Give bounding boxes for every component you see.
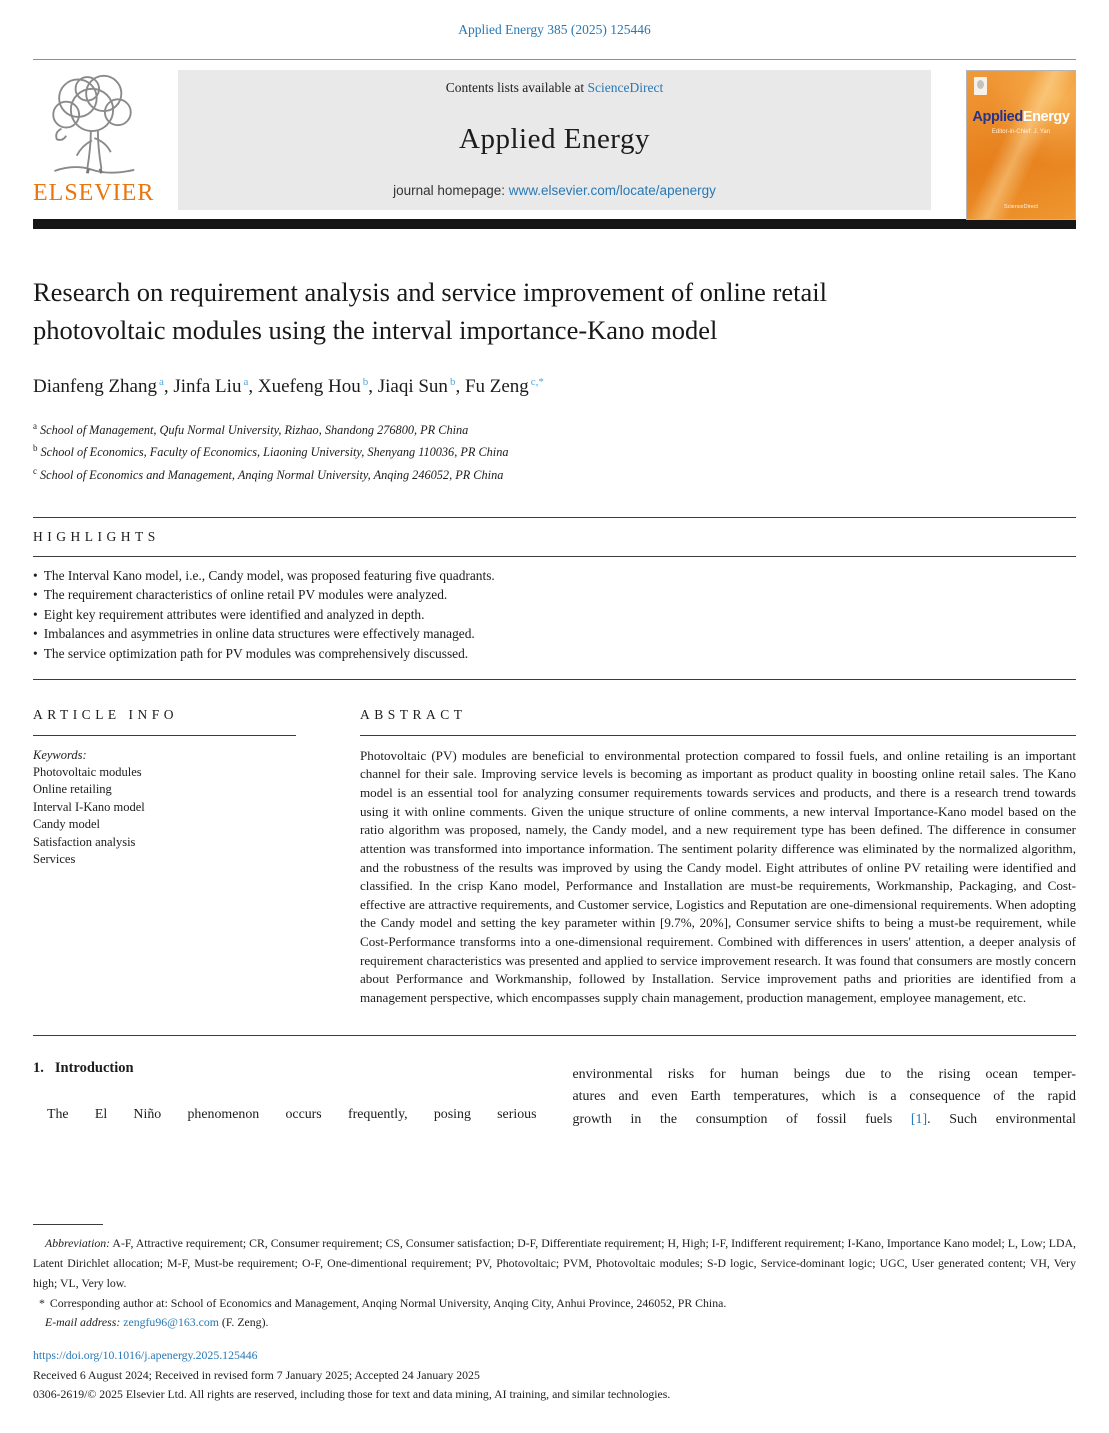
author-affiliation-sup: a — [243, 376, 249, 388]
info-abstract-section — [33, 707, 1076, 1008]
footnote-divider — [33, 1224, 103, 1225]
doi-link[interactable]: https://doi.org/10.1016/j.apenergy.2025.125446 — [33, 1348, 258, 1363]
page-bottom-block — [33, 1224, 1076, 1405]
journal-header-banner — [178, 70, 931, 210]
reference-link-1[interactable]: [1] — [910, 1111, 928, 1127]
divider — [33, 517, 1076, 518]
intro-right-line: atures and even Earth temperatures, which is a consequence of the rapid — [572, 1089, 1076, 1105]
divider — [360, 735, 1076, 736]
section-title: Introduction — [54, 1059, 134, 1076]
cover-column — [931, 70, 1076, 210]
introduction-heading — [33, 1057, 537, 1079]
copyright-line: 0306-2619/© 2025 Elsevier Ltd. All rights are reserved, including those for text and data mining, AI training, and similar technologies. — [33, 1387, 671, 1402]
contents-line — [188, 80, 921, 96]
email-label: E-mail address: — [45, 1315, 121, 1330]
elsevier-logo — [33, 70, 178, 210]
bullet-icon: • — [33, 587, 38, 603]
abstract-heading: ABSTRACT — [360, 706, 467, 722]
abbreviation-label: Abbreviation: — [45, 1236, 111, 1251]
bullet-icon: • — [33, 567, 38, 583]
divider — [33, 556, 1076, 557]
affiliation-list — [33, 417, 1076, 483]
divider — [33, 735, 296, 736]
keywords-label: Keywords: — [33, 747, 87, 762]
top-rule — [33, 59, 1076, 60]
email-suffix: (F. Zeng). — [221, 1315, 269, 1330]
affiliation-item: $^a$ School of Management, Qufu Normal University, Rizhao, Shandong 276800, PR China — [33, 421, 469, 438]
elsevier-tree-icon — [33, 70, 151, 178]
intro-right-line: growth in the consumption of fossil fuels [1]. Such environmental — [572, 1111, 1076, 1127]
intro-paragraph-left: The El Niño phenomenon occurs frequently, posing serious — [47, 1107, 537, 1123]
author: Jinfa Liu $^a$, — [173, 376, 258, 398]
journal-title: Applied Energy — [459, 123, 650, 155]
journal-citation — [33, 0, 1076, 38]
body-column-left — [33, 1057, 537, 1131]
highlight-item: • Imbalances and asymmetries in online data structures were effectively managed. — [33, 626, 475, 642]
highlight-item: • The service optimization path for PV modules was comprehensively discussed. — [33, 645, 469, 661]
email-footnote — [33, 1313, 1076, 1333]
journal-cover-thumbnail — [966, 70, 1076, 220]
section-number: 1. — [33, 1059, 44, 1076]
article-info-section — [33, 707, 296, 1008]
received-line: Received 6 August 2024; Received in revised form 7 January 2025; Accepted 24 January 2025 — [33, 1367, 480, 1382]
author: Dianfeng Zhang $^a$, — [33, 376, 174, 398]
bullet-icon: • — [33, 606, 38, 622]
intro-right-line: environmental risks for human beings due to the rising ocean temper- — [572, 1066, 1076, 1082]
highlights-heading: HIGHLIGHTS — [33, 528, 160, 544]
cover-footer-text: ScienceDirect — [1004, 204, 1038, 210]
keyword-item: Online retailing — [33, 782, 112, 797]
affiliation-sup: b — [33, 443, 38, 454]
cover-title-energy: Energy — [1022, 109, 1070, 125]
affiliation-sup: c — [33, 465, 37, 476]
abbreviation-text: A-F, Attractive requirement; CR, Consumer requirement; CS, Consumer satisfaction; D-F, Differentiate requirement; H, High; I-F, Indifferent requirement; I-Kano, Importance Kano model; L, Low; LDA, Latent Dirichlet allocation; M-F, Must-be requirement; O-F, One-dimentional requirement; PV, Photovoltaic; PVM, Photovoltaic modules; S-D logic, Service-dominant logic; UGC, User generated content; VH, Very high; VL, Very low. — [33, 1236, 1076, 1290]
elsevier-wordmark: ELSEVIER — [33, 180, 155, 206]
article-info-heading: ARTICLE INFO — [33, 706, 179, 722]
homepage-line — [188, 183, 921, 198]
contents-prefix: Contents lists available at — [445, 80, 585, 95]
article-title-line2: photovoltaic modules using the interval importance-Kano model — [33, 315, 718, 345]
affiliation-sup: a — [33, 421, 37, 432]
highlight-item: • The Interval Kano model, i.e., Candy model, was proposed featuring five quadrants. — [33, 567, 495, 583]
cover-editor-line: Editor-in-Chief: J. Yan — [991, 129, 1051, 135]
author-affiliation-sup: b — [449, 376, 456, 388]
cover-title — [967, 109, 1075, 125]
email-link[interactable]: zengfu96@163.com — [123, 1315, 219, 1330]
cover-elsevier-mark-icon — [974, 77, 987, 95]
page-footer — [33, 1346, 1076, 1405]
author-affiliation-sup: a — [158, 376, 164, 388]
author-list — [33, 376, 1076, 398]
highlight-item: • Eight key requirement attributes were identified and analyzed in depth. — [33, 606, 425, 622]
author: Fu Zeng $^{c,*}$ — [464, 376, 544, 398]
author: Jiaqi Sun $^b$, — [377, 376, 465, 398]
keywords-block — [33, 747, 296, 869]
bullet-icon: • — [33, 645, 38, 661]
keyword-item: Photovoltaic modules — [33, 764, 142, 779]
bullet-icon: • — [33, 626, 38, 642]
cover-title-applied: Applied — [972, 109, 1023, 125]
divider — [33, 679, 1076, 680]
keyword-item: Candy model — [33, 817, 101, 832]
keyword-item: Interval I-Kano model — [33, 799, 145, 814]
article-title — [33, 273, 1076, 349]
highlight-item: • The requirement characteristics of online retail PV modules were analyzed. — [33, 587, 448, 603]
journal-citation-link[interactable]: Applied Energy 385 (2025) 125446 — [458, 22, 651, 37]
affiliation-item: $^b$ School of Economics, Faculty of Economics, Liaoning University, Shenyang 110036, PR China — [33, 443, 509, 460]
article-title-line1: Research on requirement analysis and service improvement of online retail — [33, 277, 827, 307]
keyword-item: Services — [33, 852, 76, 867]
sciencedirect-link[interactable]: ScienceDirect — [587, 80, 664, 95]
body-columns — [33, 1057, 1076, 1131]
abbreviation-footnote — [33, 1234, 1076, 1293]
homepage-link[interactable]: www.elsevier.com/locate/apenergy — [508, 183, 716, 198]
author-affiliation-sup: b — [362, 376, 369, 388]
author: Xuefeng Hou $^b$, — [257, 376, 378, 398]
abstract-text: Photovoltaic (PV) modules are beneficial to environmental protection compared to fossil fuels, and online retailing is an important channel for their sale. Improving service levels is becoming as important as product quality in boosting online retail sales. The Kano model is an essential tool for analyzing consumer requirements towards services and products, and there is a research trend towards using it with online comments. Given the unique structure of online comments, a new interval Importance-Kano model based on the ratio algorithm was proposed, namely, the Candy model, and a new requirement type has been defined. The difference in consumer attention was transformed into importance information. The sentiment polarity difference was eliminated by the normalized algorithm, and the robustness of the results was improved by using the Candy model. Eight attributes of online PV retailing were identified and classified. In the crisp Kano model, Performance and Installation are must-be requirements, Workmanship, Packaging, and Cost-effective are attractive requirements, and Customer service, Logistics and Reputation are one-dimensional requirements. When adopting the Candy model and setting the key parameter within [9.7%, 20%], Consumer service shifts to being a must-be requirement, while Cost-Performance transforms into a one-dimensional requirement. Combined with differences in users' attention, a deeper analysis of requirement characteristics was presented and applied to service improvement research. It was found that consumers are mostly concern about Performance and Workmanship, followed by Installation. Service improvement paths and priorities are identified from a management perspective, which encompasses supply chain management, production management, employee management, etc. — [360, 747, 1076, 1006]
footnote-asterisk: * — [39, 1295, 45, 1310]
affiliation-item: $^c$ School of Economics and Management, Anqing Normal University, Anqing 246052, PR China — [33, 465, 504, 482]
keyword-item: Satisfaction analysis — [33, 834, 136, 849]
corresponding-author-footnote: * Corresponding author at: School of Economics and Management, Anqing Normal University, Anqing City, Anhui Province, 246052, PR China. — [39, 1295, 727, 1310]
masthead-black-bar — [33, 219, 1076, 229]
highlights-list — [33, 566, 1076, 664]
homepage-label: journal homepage: — [393, 183, 505, 198]
body-column-right — [573, 1057, 1077, 1131]
author-affiliation-sup: c,* — [530, 376, 544, 388]
masthead-row — [33, 70, 1076, 210]
abstract-section — [360, 707, 1076, 1008]
divider — [33, 1035, 1076, 1036]
